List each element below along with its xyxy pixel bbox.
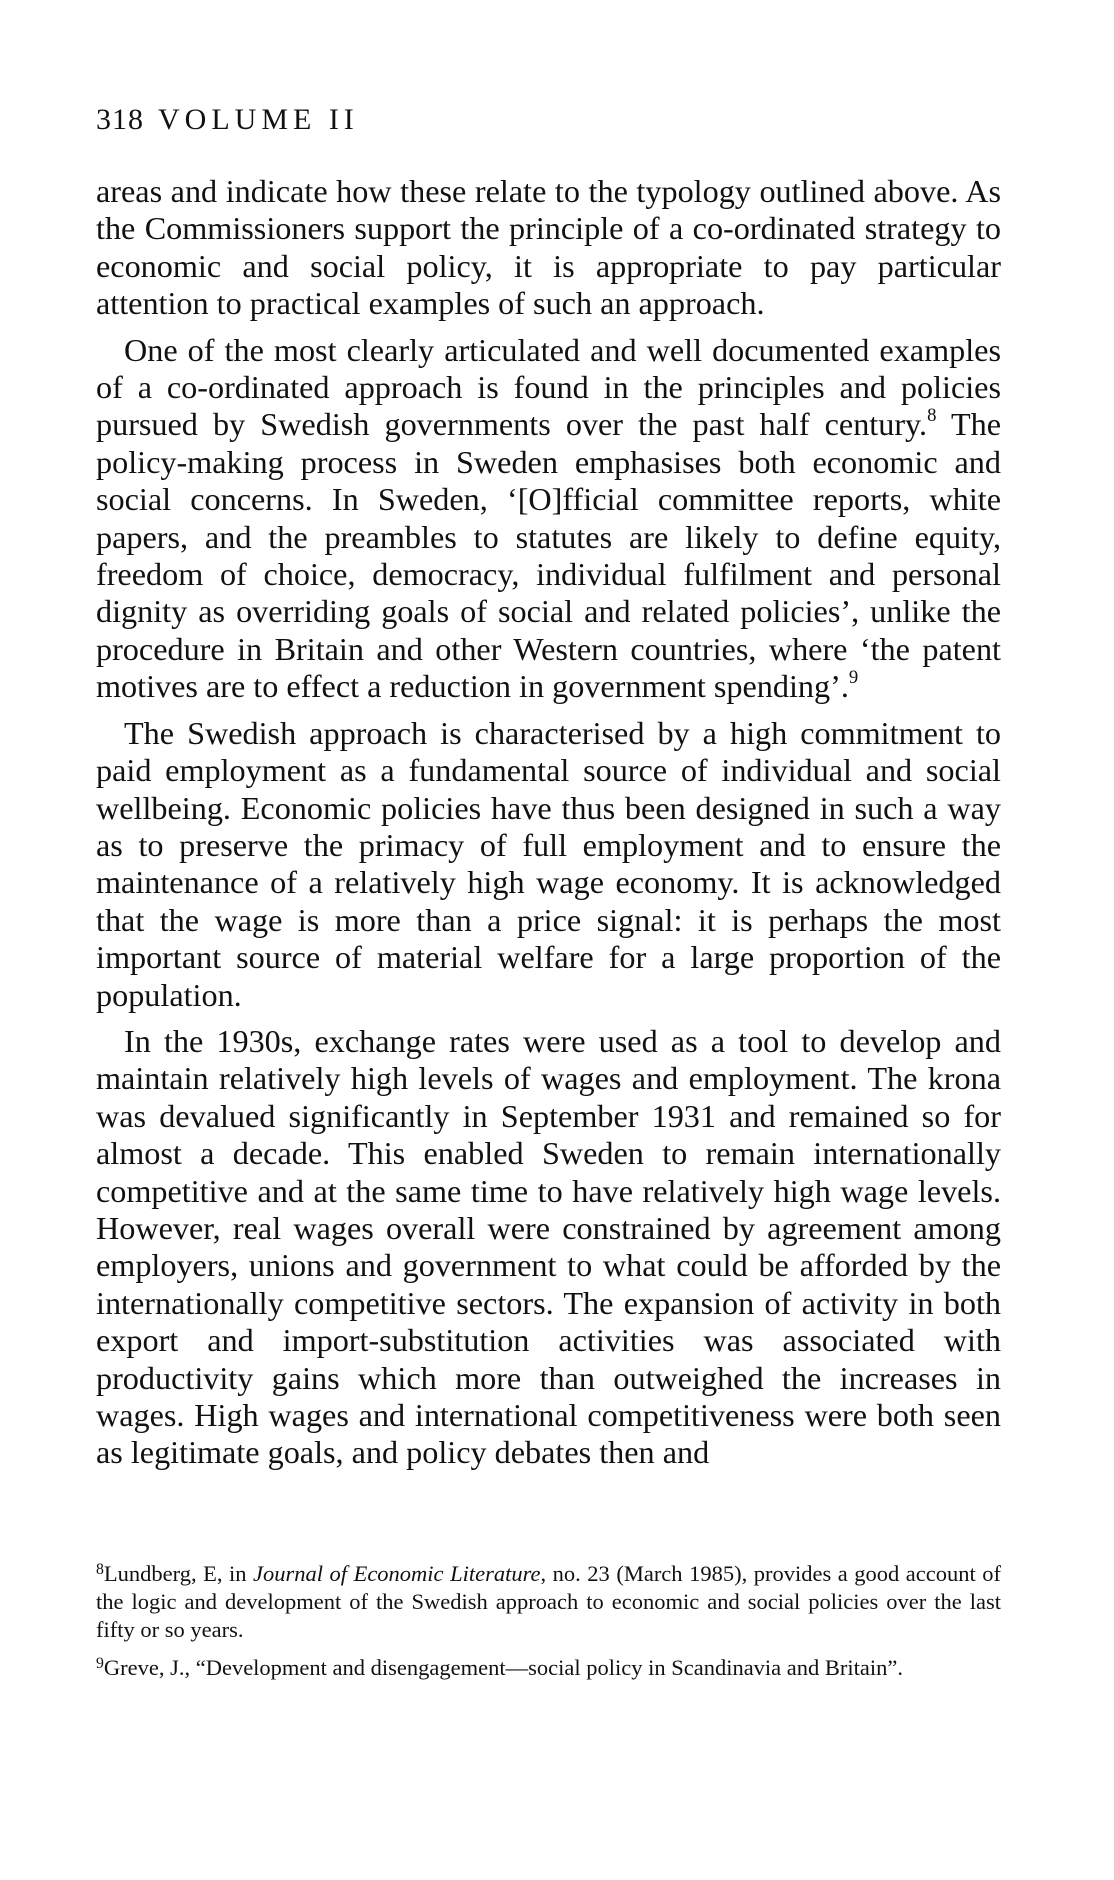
paragraph-2-text-part-1: One of the most clearly articulated and well documented examples of a co-ordinated approach is found in the principles and policies pursued by Swedish governments over the past half century. bbox=[96, 331, 1001, 443]
footnote-8 bbox=[96, 1560, 1001, 1644]
footnote-reference-9: 9 bbox=[848, 667, 859, 689]
paragraph-3: The Swedish approach is characterised by a high commitment to paid employment as a fundamental source of individual and social wellbeing. Economic policies have thus been designed in such a way as to preserve the primacy of full employment and to ensure the maintenance of a relatively high wage economy. It is acknowledged that the wage is more than a price signal: it is perhaps the most important source of material welfare for a large proportion of the population. bbox=[96, 714, 1001, 1013]
paragraph-2 bbox=[96, 332, 1001, 706]
running-title: VOLUME II bbox=[158, 103, 359, 136]
footnote-9 bbox=[96, 1654, 1001, 1682]
footnote-8-mark: 8 bbox=[96, 1560, 104, 1578]
footnote-9-text: Greve, J., “Development and disengagement—social policy in Scandinavia and Britain”. bbox=[103, 1655, 904, 1680]
footnote-8-text-after-title: , no. 23 (March 1985), provides a good account of the logic and development of the Swedish approach to economic and social policies over the last fifty or so years. bbox=[96, 1561, 1002, 1642]
footnotes bbox=[96, 1560, 1001, 1692]
footnote-8-text-before-title: Lundberg, E, in bbox=[103, 1561, 254, 1586]
paragraph-2-text-part-2: The policy-making process in Sweden emphasises both economic and social concerns. In Sweden, ‘[O]fficial committee reports, white papers, and the preambles to statutes are likely to define equity, freedom of choice, democracy, individual fulfilment and personal dignity as overriding goals of social and related policies’, unlike the procedure in Britain and other Western countries, where ‘the patent motives are to effect a reduction in government spending’. bbox=[96, 406, 1001, 705]
page-number: 318 bbox=[96, 103, 144, 136]
paragraph-1: areas and indicate how these relate to the typology outlined above. As the Commissioners support the principle of a co-ordinated strategy to economic and social policy, it is appropriate to pay particular attention to practical examples of such an approach. bbox=[96, 173, 1001, 322]
footnote-8-journal-title: Journal of Economic Literature bbox=[253, 1561, 541, 1586]
footnote-reference-8: 8 bbox=[927, 405, 937, 427]
running-head bbox=[96, 105, 1001, 135]
footnote-9-mark: 9 bbox=[96, 1654, 104, 1672]
body-text bbox=[96, 173, 1001, 1472]
paragraph-4: In the 1930s, exchange rates were used as a tool to develop and maintain relatively high levels of wages and employment. The krona was devalued significantly in September 1931 and remained so for almost a decade. This enabled Sweden to remain internationally competitive and at the same time to have relatively high wage levels. However, real wages overall were constrained by agreement among employers, unions and government to what could be afforded by the internationally competitive sectors. The expansion of activity in both export and import-substitution activities was associated with productivity gains which more than outweighed the increases in wages. High wages and international competitiveness were both seen as legitimate goals, and policy debates then and bbox=[96, 1022, 1001, 1471]
document-page bbox=[96, 103, 1002, 1680]
